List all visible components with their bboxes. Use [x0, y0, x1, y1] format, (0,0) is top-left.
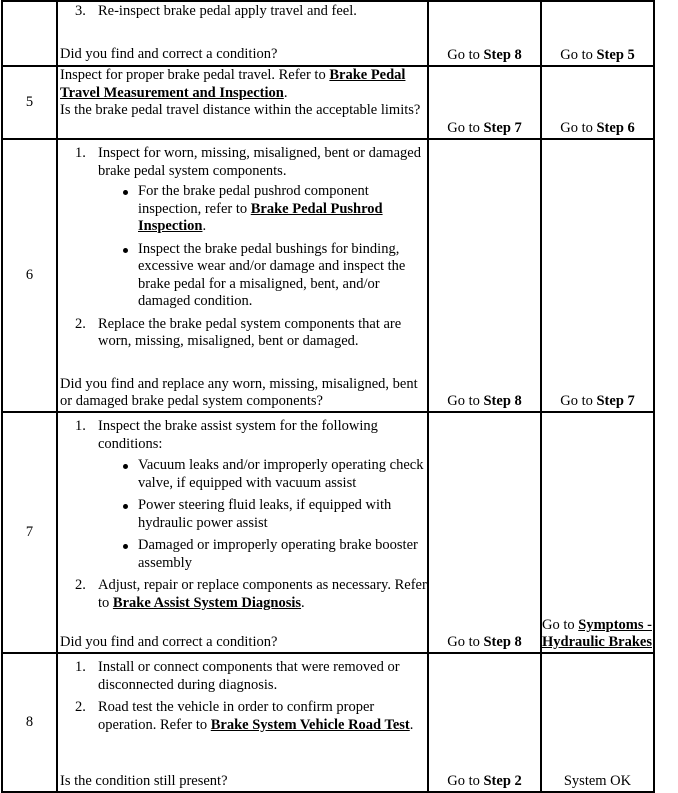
bullet-icon — [123, 248, 128, 253]
brake-pedal-travel-link[interactable]: Brake Pedal Travel Measurement and Inspection — [60, 67, 406, 101]
brake-assist-diagnosis-link[interactable]: Brake Assist System Diagnosis — [112, 594, 302, 611]
yes-result-cell: Go to Step 2 — [428, 653, 541, 792]
diagnostic-question: Did you find and replace any worn, missing, misaligned, bent or damaged brake pedal system components? — [60, 376, 418, 409]
road-test-link[interactable]: Brake System Vehicle Road Test — [210, 716, 410, 733]
action-cell — [57, 139, 428, 412]
bullet-item: Vacuum leaks and/or improperly operating check valve, if equipped with vacuum assist — [58, 457, 427, 492]
goto-step-5-link[interactable]: Step 5 — [596, 47, 635, 63]
action-cell — [57, 1, 428, 66]
bullet-icon — [123, 504, 128, 509]
yes-result-cell: Go to Step 7 — [428, 66, 541, 139]
diagnostic-question: Did you find and correct a condition? — [60, 46, 278, 62]
list-item: 3. Re-inspect brake pedal apply travel and feel. — [75, 3, 357, 19]
bullet-icon — [123, 190, 128, 195]
action-cell — [57, 66, 428, 139]
step-number-cell: 5 — [2, 66, 57, 139]
table-row — [2, 653, 654, 792]
diagnostic-question: Did you find and correct a condition? — [60, 634, 278, 650]
yes-result-cell: Go to Step 8 — [428, 139, 541, 412]
no-result-cell: Go to Step 5 — [541, 1, 654, 66]
yes-result-cell: Go to Step 8 — [428, 412, 541, 653]
goto-step-8-link[interactable]: Step 8 — [483, 47, 522, 63]
step-number-cell: 6 — [2, 139, 57, 412]
diagnostic-table — [1, 0, 655, 793]
list-item: 2. Replace the brake pedal system components that are worn, missing, misaligned, bent or damaged. — [75, 315, 402, 349]
table-row — [2, 139, 654, 412]
no-result-cell — [541, 653, 654, 792]
list-item: 1. Inspect the brake assist system for the following conditions: — [75, 418, 378, 452]
bullet-item: Power steering fluid leaks, if equipped with hydraulic power assist — [58, 497, 427, 532]
bullet-item: For the brake pedal pushrod component inspection, refer to Brake Pedal Pushrod Inspection. — [58, 183, 427, 236]
list-item: 2. Road test the vehicle in order to confirm proper operation. Refer to Brake System Vehicle Road Test. — [75, 699, 414, 733]
table-row — [2, 1, 654, 66]
table-row — [2, 412, 654, 653]
goto-step-7-link[interactable]: Step 7 — [596, 393, 635, 409]
list-item: 1. Inspect for worn, missing, misaligned, bent or damaged brake pedal system components. — [75, 145, 421, 179]
bullet-item: Inspect the brake pedal bushings for binding, excessive wear and/or damage and inspect the brake pedal for a misaligned, bent, and/or damaged condition. — [58, 241, 427, 311]
goto-step-2-link[interactable]: Step 2 — [483, 773, 522, 789]
goto-step-8-link[interactable]: Step 8 — [483, 634, 522, 650]
no-result-cell: Go to Step 6 — [541, 66, 654, 139]
diagnostic-question: Is the brake pedal travel distance within the acceptable limits? — [60, 102, 421, 118]
no-result-cell: Go to Symptoms - Hydraulic Brakes — [541, 412, 654, 653]
action-cell — [57, 412, 428, 653]
table-row — [2, 66, 654, 139]
bullet-item: Damaged or improperly operating brake booster assembly — [58, 537, 427, 572]
list-item: 1. Install or connect components that were removed or disconnected during diagnosis. — [75, 659, 400, 693]
goto-step-8-link[interactable]: Step 8 — [483, 393, 522, 409]
action-text: Inspect for proper brake pedal travel. Refer to Brake Pedal Travel Measurement and Inspection. — [60, 67, 406, 101]
pushrod-inspection-link[interactable]: Brake Pedal Pushrod Inspection — [138, 200, 383, 234]
no-result-cell: Go to Step 7 — [541, 139, 654, 412]
list-item: 2. Adjust, repair or replace components as necessary. Refer to Brake Assist System Diagnosis. — [75, 577, 427, 611]
goto-step-6-link[interactable]: Step 6 — [596, 120, 635, 136]
action-cell — [57, 653, 428, 792]
step-number-cell: 7 — [2, 412, 57, 653]
goto-step-7-link[interactable]: Step 7 — [483, 120, 522, 136]
step-number-cell: 8 — [2, 653, 57, 792]
step-number-cell — [2, 1, 57, 66]
yes-result-cell: Go to Step 8 — [428, 1, 541, 66]
bullet-icon — [123, 464, 128, 469]
symptoms-hydraulic-brakes-link[interactable]: Symptoms - Hydraulic Brakes — [542, 617, 652, 650]
system-ok-text: System OK — [563, 773, 632, 789]
bullet-icon — [123, 544, 128, 549]
diagnostic-question: Is the condition still present? — [60, 773, 228, 789]
